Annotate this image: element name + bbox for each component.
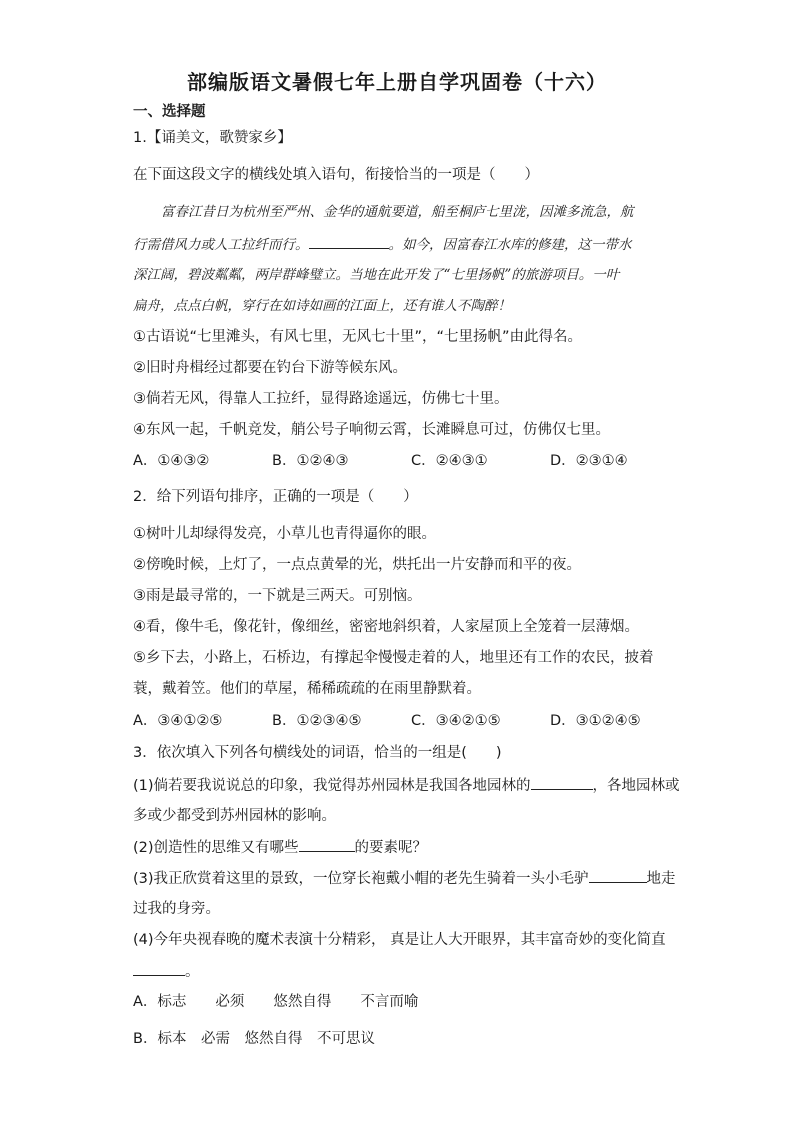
sentence-1-continued: 多或少都受到苏州园林的影响。 [133, 808, 336, 824]
sentence-text: 。 [185, 964, 200, 980]
answer-blank [531, 775, 593, 790]
option-a: A．标志 必须 悠然自得 不言而喻 [133, 994, 419, 1010]
list-item: ②傍晚时候，上灯了，一点点黄晕的光，烘托出一片安静而和平的夜。 [133, 557, 581, 573]
question-3-heading: 3．依次填入下列各句横线处的词语，恰当的一组是( ) [133, 745, 502, 761]
sentence-4-continued [133, 961, 200, 982]
sentence-3-continued: 过我的身旁。 [133, 901, 220, 917]
option-c: C．③④②①⑤ [411, 713, 501, 729]
answer-blank [309, 234, 389, 249]
list-item: ④东风一起，千帆竞发，艄公号子响彻云霄，长滩瞬息可过，仿佛仅七里。 [133, 422, 610, 438]
sentence-text: (1)倘若要我说说总的印象，我觉得苏州园林是我国各地园林的 [133, 778, 531, 794]
option-c: C．②④③① [411, 453, 488, 469]
option-b: B．①②④③ [272, 453, 349, 469]
sentence-text: (3)我正欣赏着这里的景致，一位穿长袍戴小帽的老先生骑着一头小毛驴 [133, 871, 589, 887]
sentence-1 [133, 775, 680, 796]
sentence-3 [133, 868, 676, 889]
option-a: A．①④③② [133, 453, 210, 469]
passage-line [133, 234, 632, 255]
section-heading: 一、选择题 [133, 104, 206, 120]
answer-blank [589, 868, 647, 883]
passage-line: 富春江昔日为杭州至严州、金华的通航要道，船至桐庐七里泷，因滩多流急，航 [161, 204, 634, 220]
question-2-heading: 2．给下列语句排序，正确的一项是（ ） [133, 489, 418, 505]
option-d: D．③①②④⑤ [550, 713, 641, 729]
option-b: B．①②③④⑤ [272, 713, 362, 729]
sentence-2 [133, 837, 427, 858]
answer-blank [133, 961, 185, 976]
list-item: ④看，像牛毛，像花针，像细丝，密密地斜织着，人家屋顶上全笼着一层薄烟。 [133, 619, 639, 635]
sentence-text: 的要素呢？ [354, 840, 428, 856]
option-b: B．标本 必需 悠然自得 不可思议 [133, 1031, 375, 1047]
passage-line: 深江阔，碧波粼粼，两岸群峰璧立。当地在此开发了“七里扬帆”的旅游项目。一叶 [133, 267, 620, 283]
sentence-text: (2)创造性的思维又有哪些 [133, 840, 299, 856]
option-d: D．②③①④ [550, 453, 628, 469]
question-1-stem: 在下面这段文字的横线处填入语句，衔接恰当的一项是（ ） [133, 167, 539, 183]
list-item: ③雨是最寻常的，一下就是三两天。可别恼。 [133, 588, 422, 604]
list-item: ⑤乡下去，小路上，石桥边，有撑起伞慢慢走着的人，地里还有工作的农民，披着 [133, 650, 654, 666]
sentence-text: ，各地园林或 [592, 778, 680, 794]
passage-line: 扁舟，点点白帆，穿行在如诗如画的江面上，还有谁人不陶醉！ [133, 298, 511, 314]
answer-blank [299, 837, 355, 852]
sentence-text: 地走 [646, 871, 676, 887]
passage-text: 行需借风力或人工拉纤而行。 [133, 237, 309, 253]
list-item: ③倘若无风，得靠人工拉纤，显得路途遥远，仿佛七十里。 [133, 391, 509, 407]
list-item-continued: 蓑，戴着笠。他们的草屋，稀稀疏疏的在雨里静默着。 [133, 681, 481, 697]
list-item: ①古语说“七里滩头，有风七里，无风七十里”，“七里扬帆”由此得名。 [133, 329, 583, 345]
option-a: A．③④①②⑤ [133, 713, 223, 729]
question-1-heading: 1.【诵美文，歌赞家乡】 [133, 130, 292, 146]
sentence-4: (4)今年央视春晚的魔术表演十分精彩， 真是让人大开眼界，其丰富奇妙的变化简直 [133, 932, 666, 948]
page-title: 部编版语文暑假七年上册自学巩固卷（十六） [187, 70, 607, 94]
passage-text: 。如今，因富春江水库的修建，这一带水 [388, 237, 632, 253]
list-item: ②旧时舟楫经过都要在钓台下游等候东风。 [133, 360, 407, 376]
list-item: ①树叶儿却绿得发亮，小草儿也青得逼你的眼。 [133, 526, 436, 542]
